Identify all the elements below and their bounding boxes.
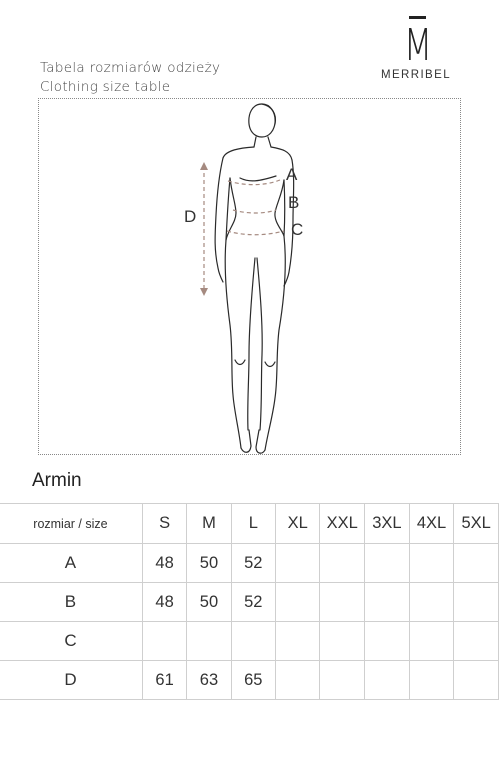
table-cell: 50: [187, 583, 231, 622]
size-header: M: [187, 504, 231, 544]
table-cell: 65: [231, 661, 275, 700]
logo-letter: M: [403, 20, 433, 71]
table-cell: 52: [231, 544, 275, 583]
table-cell: 52: [231, 583, 275, 622]
table-cell: 48: [142, 544, 186, 583]
row-label: C: [0, 622, 142, 661]
size-header: L: [231, 504, 275, 544]
table-cell: [454, 622, 499, 661]
table-cell: [454, 544, 499, 583]
size-table: [0, 503, 499, 700]
table-cell: 61: [142, 661, 186, 700]
table-cell: [275, 661, 319, 700]
row-label: A: [0, 544, 142, 583]
table-cell: [187, 622, 231, 661]
table-cell: [365, 661, 410, 700]
table-cell: [454, 661, 499, 700]
table-cell: [409, 622, 454, 661]
table-row: [0, 661, 499, 700]
logo-macron: [409, 16, 426, 19]
table-cell: [365, 583, 410, 622]
table-cell: [231, 622, 275, 661]
label-d: D: [184, 207, 197, 226]
size-header: 5XL: [454, 504, 499, 544]
table-cell: 63: [187, 661, 231, 700]
brand-logo: [381, 12, 485, 87]
row-label: B: [0, 583, 142, 622]
product-name: Armin: [32, 470, 82, 491]
figure-frame: [38, 98, 461, 455]
table-cell: [409, 544, 454, 583]
size-header: XL: [275, 504, 319, 544]
table-row: [0, 583, 499, 622]
table-cell: [275, 583, 319, 622]
logo-brand-name: MERRIBEL: [381, 69, 451, 81]
table-cell: [275, 544, 319, 583]
table-cell: [275, 622, 319, 661]
size-header: 3XL: [365, 504, 410, 544]
table-row: [0, 622, 499, 661]
title-english: Clothing size table: [40, 79, 171, 95]
table-cell: 50: [187, 544, 231, 583]
size-header: S: [142, 504, 186, 544]
table-cell: [409, 661, 454, 700]
table-header-row: [0, 504, 499, 544]
size-header: XXL: [320, 504, 365, 544]
table-cell: [320, 661, 365, 700]
table-cell: [365, 544, 410, 583]
table-cell: [320, 622, 365, 661]
table-row: [0, 544, 499, 583]
table-cell: [409, 583, 454, 622]
label-a: A: [286, 165, 298, 184]
label-b: B: [288, 193, 300, 212]
table-cell: [320, 583, 365, 622]
row-label: D: [0, 661, 142, 700]
label-c: C: [291, 220, 304, 239]
table-cell: [320, 544, 365, 583]
table-cell: [365, 622, 410, 661]
title-polish: Tabela rozmiarów odzieży: [40, 60, 221, 76]
size-header: 4XL: [409, 504, 454, 544]
table-cell: [142, 622, 186, 661]
table-cell: [454, 583, 499, 622]
table-corner-label: rozmiar / size: [0, 504, 142, 544]
table-cell: 48: [142, 583, 186, 622]
